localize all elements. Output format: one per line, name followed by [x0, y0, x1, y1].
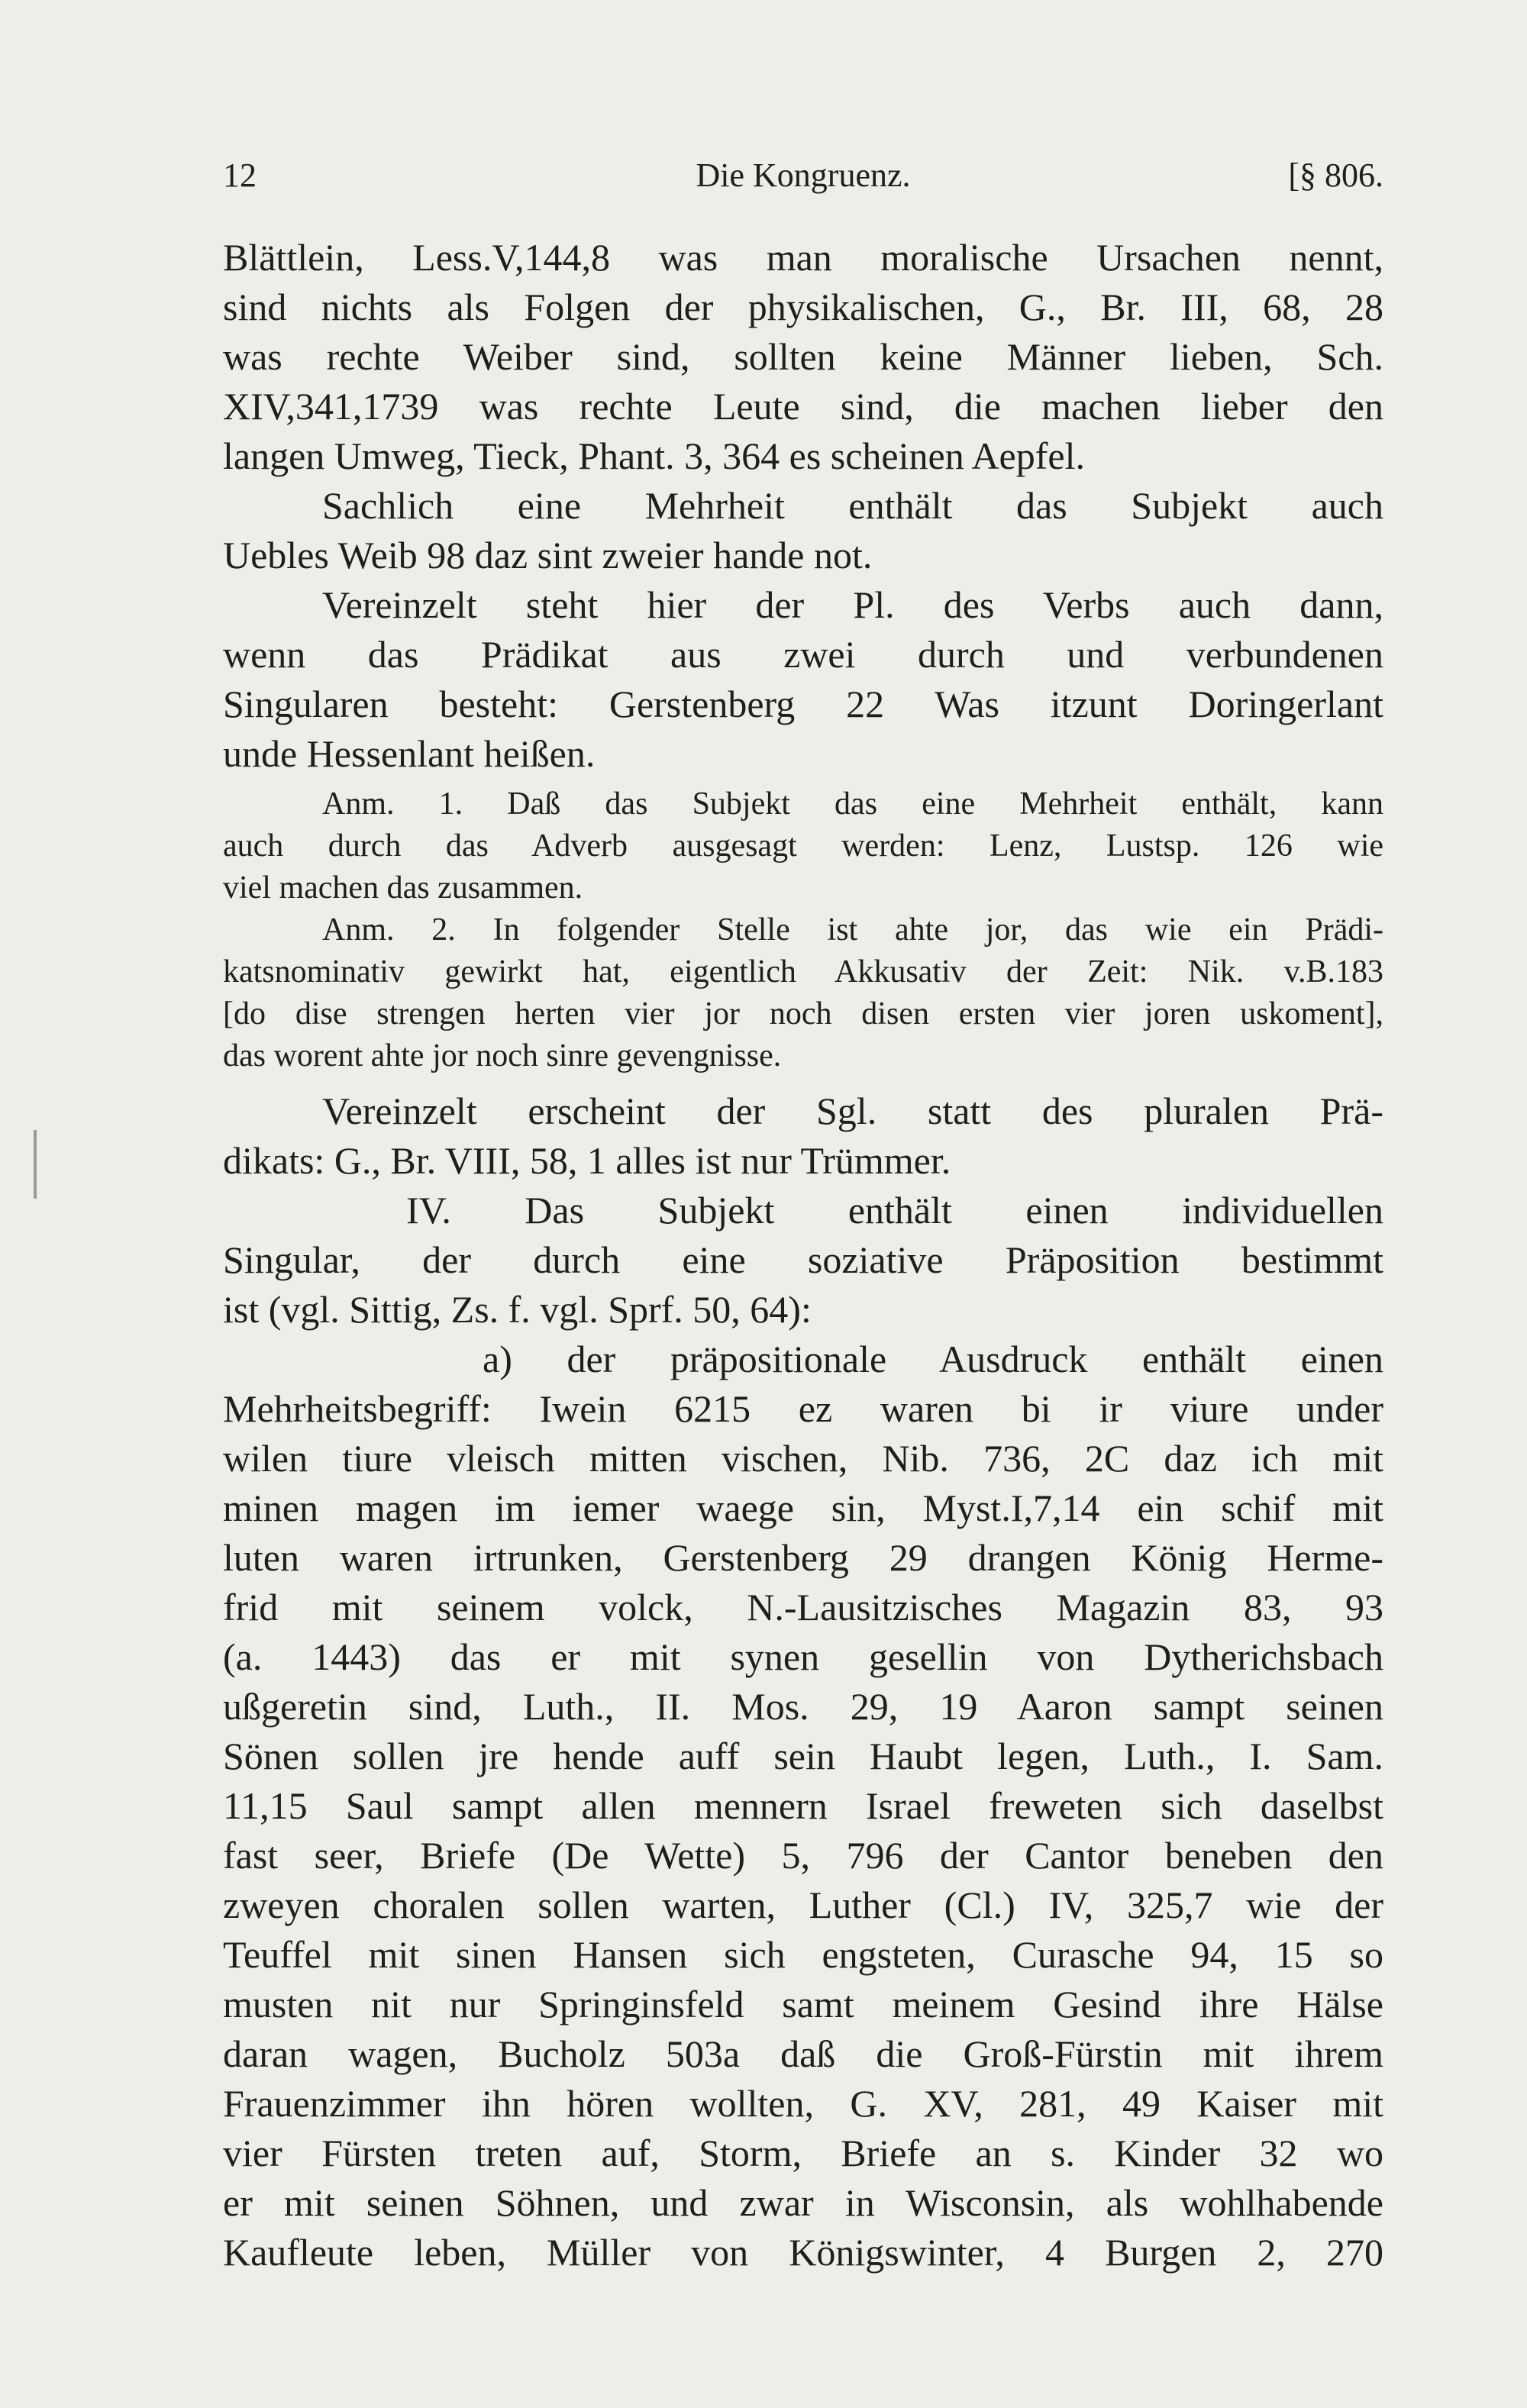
note-line-5: katsnominativ gewirkt hat, eigentlich Akkusativ der Zeit: Nik. v.B.183	[223, 954, 1383, 989]
text-line-10: Singularen besteht: Gerstenberg 22 Was itzunt Doringerlant	[223, 683, 1383, 725]
text-line-21: luten waren irtrunken, Gerstenberg 29 drangen König Herme-	[223, 1536, 1383, 1579]
text-line-28: zweyen choralen sollen warten, Luther (Cl.) IV, 325,7 wie der	[223, 1883, 1383, 1926]
section-reference: [§ 806.	[1288, 157, 1383, 194]
text-line-29: Teuffel mit sinen Hansen sich engsteten, Curasche 94, 15 so	[223, 1933, 1383, 1976]
text-line-20: minen magen im iemer waege sin, Myst.I,7,14 ein schif mit	[223, 1486, 1383, 1529]
text-line-11: unde Hessenlant heißen.	[223, 732, 596, 775]
text-line-22: frid mit seinem volck, N.-Lausitzisches Magazin 83, 93	[223, 1586, 1383, 1628]
text-line-15: Singular, der durch eine soziative Präposition bestimmt	[223, 1238, 1383, 1281]
text-line-6: Sachlich eine Mehrheit enthält das Subjekt auch	[322, 484, 1383, 527]
note-line-1: Anm. 1. Daß das Subjekt das eine Mehrheit enthält, kann	[322, 786, 1383, 821]
text-line-18: Mehrheitsbegriff: Iwein 6215 ez waren bi ir viure under	[223, 1387, 1383, 1430]
text-line-24: ußgeretin sind, Luth., II. Mos. 29, 19 Aaron sampt seinen	[223, 1685, 1383, 1728]
text-line-17: a) der präpositionale Ausdruck enthält einen	[483, 1338, 1383, 1380]
running-title: Die Kongruenz.	[696, 157, 911, 194]
note-line-3: viel machen das zusammen.	[223, 870, 583, 905]
text-line-35: Kaufleute leben, Müller von Königswinter, 4 Burgen 2, 270	[223, 2231, 1383, 2274]
text-line-1: Blättlein, Less.V,144,8 was man moralische Ursachen nennt,	[223, 236, 1383, 279]
text-line-26: 11,15 Saul sampt allen mennern Israel freweten sich daselbst	[223, 1784, 1383, 1827]
binding-shadow-mark	[34, 1130, 37, 1199]
text-line-23: (a. 1443) das er mit synen gesellin von Dytherichsbach	[223, 1635, 1383, 1678]
text-line-3: was rechte Weiber sind, sollten keine Männer lieben, Sch.	[223, 335, 1383, 378]
note-line-6: [do dise strengen herten vier jor noch disen ersten vier joren uskoment],	[223, 996, 1383, 1031]
text-line-25: Sönen sollen jre hende auff sein Haubt legen, Luth., I. Sam.	[223, 1735, 1383, 1777]
text-line-9: wenn das Prädikat aus zwei durch und verbundenen	[223, 633, 1383, 676]
text-line-2: sind nichts als Folgen der physikalischen, G., Br. III, 68, 28	[223, 286, 1383, 328]
text-line-13: dikats: G., Br. VIII, 58, 1 alles ist nur Trümmer.	[223, 1139, 951, 1182]
text-line-32: Frauenzimmer ihn hören wollten, G. XV, 281, 49 Kaiser mit	[223, 2082, 1383, 2125]
running-header	[223, 156, 1383, 194]
text-line-8: Vereinzelt steht hier der Pl. des Verbs auch dann,	[322, 583, 1383, 626]
text-line-31: daran wagen, Bucholz 503a daß die Groß-Fürstin mit ihrem	[223, 2032, 1383, 2075]
note-line-7: das worent ahte jor noch sinre gevengnisse.	[223, 1038, 782, 1073]
text-line-19: wilen tiure vleisch mitten vischen, Nib. 736, 2C daz ich mit	[223, 1437, 1383, 1480]
note-line-2: auch durch das Adverb ausgesagt werden: Lenz, Lustsp. 126 wie	[223, 828, 1383, 863]
text-line-33: vier Fürsten treten auf, Storm, Briefe an s. Kinder 32 wo	[223, 2132, 1383, 2174]
text-line-4: XIV,341,1739 was rechte Leute sind, die machen lieber den	[223, 385, 1383, 428]
text-line-12: Vereinzelt erscheint der Sgl. statt des pluralen Prä-	[322, 1089, 1383, 1132]
text-line-14: IV. Das Subjekt enthält einen individuellen	[406, 1189, 1383, 1231]
text-line-16: ist (vgl. Sittig, Zs. f. vgl. Sprf. 50, 64):	[223, 1288, 812, 1331]
text-line-30: musten nit nur Springinsfeld samt meinem Gesind ihre Hälse	[223, 1983, 1383, 2025]
note-line-4: Anm. 2. In folgender Stelle ist ahte jor, das wie ein Prädi-	[322, 912, 1383, 947]
text-line-5: langen Umweg, Tieck, Phant. 3, 364 es scheinen Aepfel.	[223, 434, 1085, 477]
page-number: 12	[223, 157, 257, 194]
text-line-27: fast seer, Briefe (De Wette) 5, 796 der Cantor beneben den	[223, 1834, 1383, 1877]
text-line-34: er mit seinen Söhnen, und zwar in Wisconsin, als wohlhabende	[223, 2181, 1383, 2224]
text-line-7: Uebles Weib 98 daz sint zweier hande not.	[223, 534, 873, 576]
